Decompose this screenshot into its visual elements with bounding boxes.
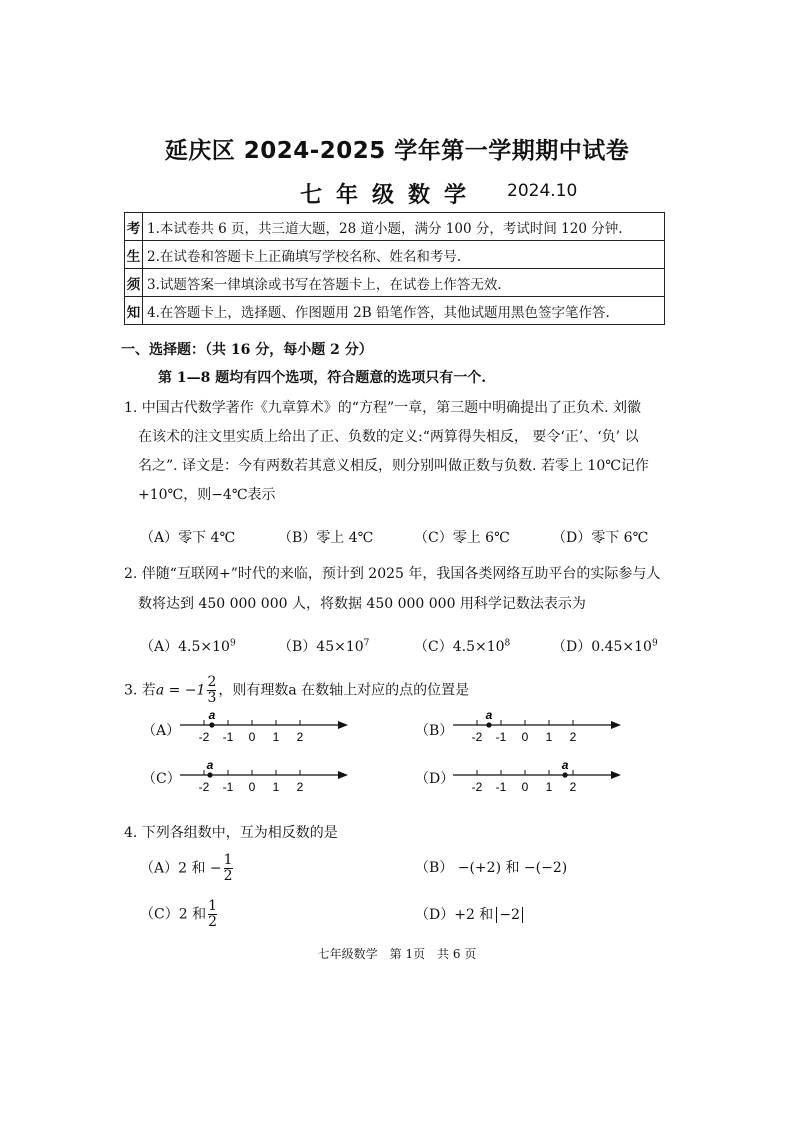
tick-label: 2 <box>569 730 577 744</box>
q3-numberline-c <box>176 755 356 795</box>
q3-numberline-a <box>176 705 356 745</box>
page-footer: 七年级数学 第 1页 共 6 页 <box>317 947 477 961</box>
tick-label: 1 <box>545 730 553 744</box>
q2-option-a: $(A)4.5\times 10^9$ <box>140 638 236 655</box>
q1-line: 在该术的注文里实质上给出了正、负数的定义:“两算得失相反， 要令‘正’、‘负’ 以 <box>138 429 639 445</box>
point-a <box>207 772 212 777</box>
q1-option-c: （C）零上 6℃ <box>414 530 510 546</box>
tick-label: -2 <box>471 780 483 794</box>
axis-arrow <box>338 721 348 729</box>
tick-label: 2 <box>296 780 304 794</box>
point-a <box>486 722 491 727</box>
q1-option-a: （A）零下 4℃ <box>140 530 236 546</box>
q4-option-c: （C）2 和 $\frac{1}{2}$ <box>140 898 217 930</box>
tick-label: -1 <box>495 730 507 744</box>
q3-numberline-b <box>449 705 629 745</box>
q2-line: 2. 伴随“互联网+”时代的来临，预计到 2025 年，我国各类网络互助平台的实际参与人 <box>124 566 661 582</box>
notice-item: 1.本试卷共 6 页，共三道大题，28 道小题，满分 100 分，考试时间 120 分钟. <box>143 213 665 241</box>
tick-label: 0 <box>521 730 529 744</box>
notice-label: 须 <box>125 269 143 297</box>
notice-item: 2.在试卷和答题卡上正确填写学校名称、姓名和考号. <box>143 241 665 269</box>
exam-subtitle: 七年级数学 <box>300 183 481 208</box>
point-a <box>209 722 214 727</box>
q4-stem: 4. 下列各组数中，互为相反数的是 <box>124 825 338 841</box>
point-label: a <box>206 758 214 772</box>
notice-label: 考 <box>125 213 143 241</box>
q3-option-b-label: （B） <box>415 723 454 739</box>
tick-label: -1 <box>222 780 234 794</box>
q2-option-c: $(C)4.5\times 10^8$ <box>414 638 511 655</box>
section-heading: 一、选择题：（共 16 分，每小题 2 分） <box>121 342 373 358</box>
q1-option-d: （D）零下 6℃ <box>552 530 649 546</box>
q1-line: 1. 中国古代数学著作《九章算术》的“方程”一章，第三题中明确提出了正负术. 刘徽 <box>124 400 642 416</box>
q2-line: 数将达到 450 000 000 人，将数据 450 000 000 用科学记数法表示为 <box>138 596 586 612</box>
tick-label: -2 <box>198 780 210 794</box>
point-label: a <box>208 708 216 722</box>
q4-option-b: （B） −(+2) 和 −(−2) <box>415 860 568 876</box>
notice-label: 知 <box>125 297 143 325</box>
q4-option-a: （A）2 和 − $\frac{1}{2}$ <box>140 852 233 884</box>
tick-label: 2 <box>296 730 304 744</box>
q1-line: 名之”. 译文是：今有两数若其意义相反，则分别叫做正数与负数. 若零上 10℃记作 <box>138 458 649 474</box>
q3-numberline-d <box>449 755 629 795</box>
q3-option-a-label: （A） <box>142 723 181 739</box>
tick-label: -1 <box>495 780 507 794</box>
axis-arrow <box>338 771 348 779</box>
tick-label: 0 <box>248 730 256 744</box>
axis-arrow <box>611 771 621 779</box>
q2-option-b: $(B)45\times 10^7$ <box>278 638 370 655</box>
q1-line: +10℃，则−4℃表示 <box>138 487 276 503</box>
exam-date: 2024.10 <box>507 181 578 201</box>
notice-label: 生 <box>125 241 143 269</box>
q2-option-d: $(D)0.45\times 10^9$ <box>552 638 658 655</box>
point-label: a <box>485 708 493 722</box>
tick-label: 0 <box>521 780 529 794</box>
tick-label: 1 <box>272 730 280 744</box>
notice-item: 3.试题答案一律填涂或书写在答题卡上，在试卷上作答无效. <box>143 269 665 297</box>
notice-table <box>124 212 665 325</box>
q4-option-d: （D）+2 和 −2 <box>415 904 523 924</box>
point-a <box>562 772 567 777</box>
point-label: a <box>561 758 569 772</box>
tick-label: 1 <box>545 780 553 794</box>
q3-option-c-label: （C） <box>142 771 181 787</box>
q1-option-b: （B）零上 4℃ <box>278 530 374 546</box>
exam-title: 延庆区 2024-2025 学年第一学期期中试卷 <box>164 138 630 164</box>
section-instruction: 第 1—8 题均有四个选项，符合题意的选项只有一个. <box>158 370 487 386</box>
axis-arrow <box>611 721 621 729</box>
notice-item: 4.在答题卡上，选择题、作图题用 2B 铅笔作答，其他试题用黑色签字笔作答. <box>143 297 665 325</box>
tick-label: -2 <box>471 730 483 744</box>
tick-label: -1 <box>222 730 234 744</box>
tick-label: 1 <box>272 780 280 794</box>
q3-option-d-label: （D） <box>415 771 455 787</box>
tick-label: -2 <box>198 730 210 744</box>
q3-fraction: $\frac{2}{3}$ <box>207 674 217 706</box>
q3-stem: 3. 若a = −1 $\frac{2}{3}$ ，则有理数a 在数轴上对应的点的位置是 <box>124 674 470 706</box>
tick-label: 2 <box>569 780 577 794</box>
tick-label: 0 <box>248 780 256 794</box>
